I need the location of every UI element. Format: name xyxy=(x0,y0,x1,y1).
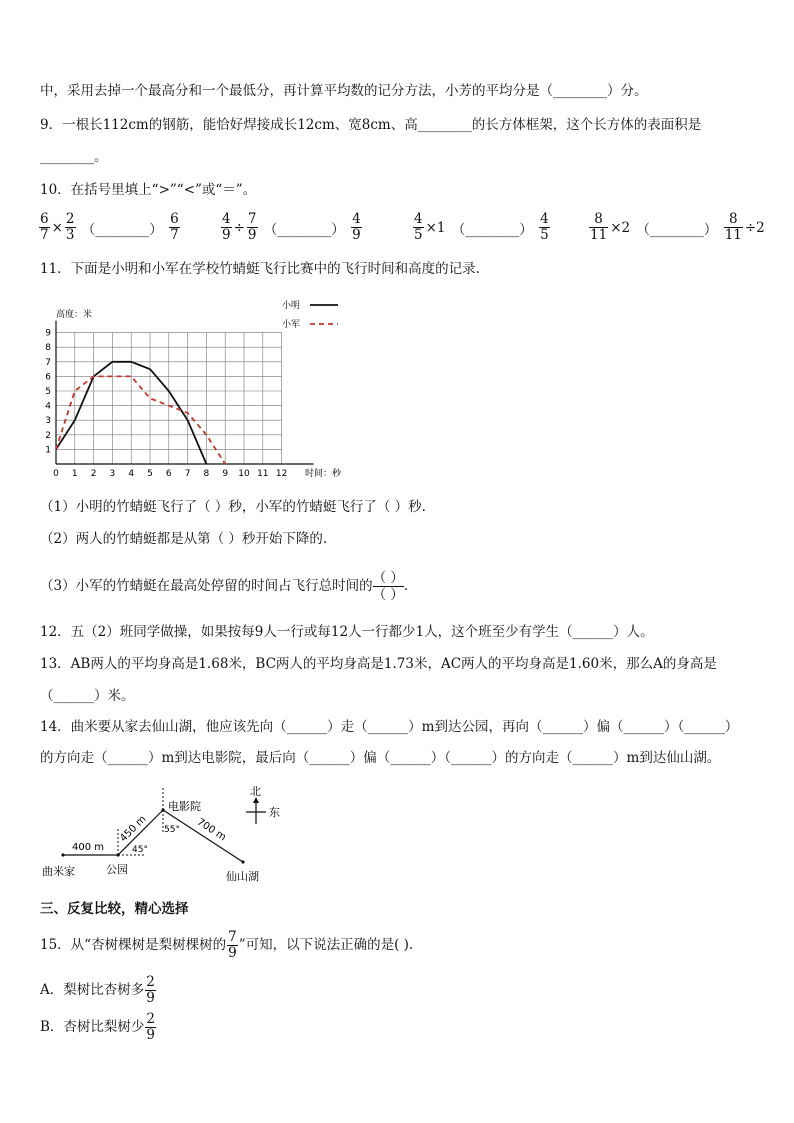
x-tick-label: 9 xyxy=(222,469,229,479)
option-a[interactable]: A．梨树比杏树多 $\frac{2}{9}$ xyxy=(40,974,155,1006)
dist-700: 700 m xyxy=(194,816,228,844)
flight-chart xyxy=(30,292,360,484)
route-map xyxy=(28,780,298,888)
q10-expr-3: $\frac{4}{5}$ ×1 （________） $\frac{4}{5}$ xyxy=(414,211,549,243)
chart-ylabel: 高度：米 xyxy=(56,310,93,320)
q13-line2: （______）米。 xyxy=(40,688,135,704)
point-home xyxy=(61,853,64,856)
compass-east: 东 xyxy=(269,806,280,819)
x-tick-label: 0 xyxy=(53,469,59,479)
chart-axes xyxy=(56,321,314,464)
q10-expr-1: $\frac{6}{7}$ × $\frac{2}{3}$ （________） $\frac{6}{7}$ xyxy=(40,211,179,243)
chart-series xyxy=(56,362,225,464)
y-tick-label: 3 xyxy=(45,416,51,427)
y-tick-label: 5 xyxy=(45,387,51,397)
x-tick-label: 3 xyxy=(109,469,116,479)
label-home: 曲米家 xyxy=(42,865,75,878)
option-b[interactable]: B．杏树比梨树少 $\frac{2}{9}$ xyxy=(40,1011,156,1043)
label-park: 公园 xyxy=(106,863,128,876)
x-tick-label: 7 xyxy=(184,469,191,479)
point-lake xyxy=(241,860,244,863)
x-tick-label: 10 xyxy=(238,469,250,479)
q12: 12．五（2）班同学做操，如果按每9人一行或每12人一行都少1人，这个班至少有学生（______）人。 xyxy=(40,624,654,640)
q11-sub2: （2）两人的竹蜻蜓都是从第（ ）秒开始下降的. xyxy=(40,531,328,547)
point-park xyxy=(116,853,119,856)
dist-400: 400 m xyxy=(72,842,105,853)
y-tick-label: 1 xyxy=(45,445,51,456)
y-tick-label: 6 xyxy=(45,372,51,383)
compass-north: 北 xyxy=(250,785,261,798)
q14-line2: 的方向走（______）m到达电影院，最后向（______）偏（______）（______）的方向走（______）m到达仙山湖。 xyxy=(40,750,721,766)
q14-line1: 14．曲米要从家去仙山湖，他应该先向（______）走（______）m到达公园，再向（______）偏（______）（______） xyxy=(40,719,739,735)
q11-sub1: （1）小明的竹蜻蜓飞行了（ ）秒，小军的竹蜻蜓飞行了（ ）秒. xyxy=(40,499,426,515)
legend-label-xiaoming: 小明 xyxy=(282,301,301,311)
angle-55: 55° xyxy=(164,825,180,835)
x-tick-label: 8 xyxy=(203,469,210,479)
y-tick-label: 4 xyxy=(45,401,51,412)
legend-label-xiaojun: 小军 xyxy=(282,320,301,330)
point-cinema xyxy=(161,808,164,811)
y-tick-label: 7 xyxy=(45,357,51,368)
q10-expr-4: $\frac{8}{11}$ ×2 （________） $\frac{8}{11}$ ÷2 xyxy=(590,211,765,243)
chart-xlabel: 时间：秒 xyxy=(305,469,342,479)
x-tick-label: 12 xyxy=(275,469,288,479)
q9-line1: 9．一根长112cm的钢筋，能恰好焊接成长12cm、宽8cm、高________的长方体框架，这个长方体的表面积是 xyxy=(40,117,702,133)
y-tick-label: 9 xyxy=(45,328,51,339)
answer-fraction: （ ） （ ） xyxy=(372,570,404,603)
label-lake: 仙山湖 xyxy=(226,870,259,883)
x-tick-label: 5 xyxy=(147,469,153,479)
x-tick-label: 11 xyxy=(257,469,269,479)
q15: 15．从“杏树棵树是梨树棵树的 $\frac{7}{9}$ ”可知，以下说法正确的是( ). xyxy=(40,929,414,961)
q10-expr-2: $\frac{4}{9}$ ÷ $\frac{7}{9}$ （________） $\frac{4}{9}$ xyxy=(222,211,361,243)
label-cinema: 电影院 xyxy=(168,800,201,813)
q8-tail: 中，采用去掉一个最高分和一个最低分，再计算平均数的记分方法，小芳的平均分是（________）分。 xyxy=(40,83,648,99)
compass-icon xyxy=(246,797,266,824)
x-tick-label: 4 xyxy=(128,469,135,479)
y-tick-label: 2 xyxy=(45,430,51,441)
x-tick-label: 1 xyxy=(71,469,78,479)
q10-title: 10．在括号里填上“>”“<”或“＝”。 xyxy=(40,182,257,198)
x-tick-label: 2 xyxy=(90,469,97,479)
dist-450: 450 m xyxy=(118,813,149,845)
q13-line1: 13．AB两人的平均身高是1.68米，BC两人的平均身高是1.73米，AC两人的平均身高是1.60米，那么A的身高是 xyxy=(40,656,717,672)
chart-grid xyxy=(56,333,282,464)
x-tick-label: 6 xyxy=(165,469,172,479)
q9-line2: ________。 xyxy=(40,149,108,165)
y-tick-label: 8 xyxy=(45,343,51,354)
angle-45: 45° xyxy=(132,845,148,855)
q11-title: 11．下面是小明和小军在学校竹蜻蜓飞行比赛中的飞行时间和高度的记录. xyxy=(40,261,480,277)
section-3-title: 三、反复比较，精心选择 xyxy=(40,901,189,917)
q11-sub3: （3）小军的竹蜻蜓在最高处停留的时间占飞行总时间的 （ ） （ ） . xyxy=(40,570,409,603)
